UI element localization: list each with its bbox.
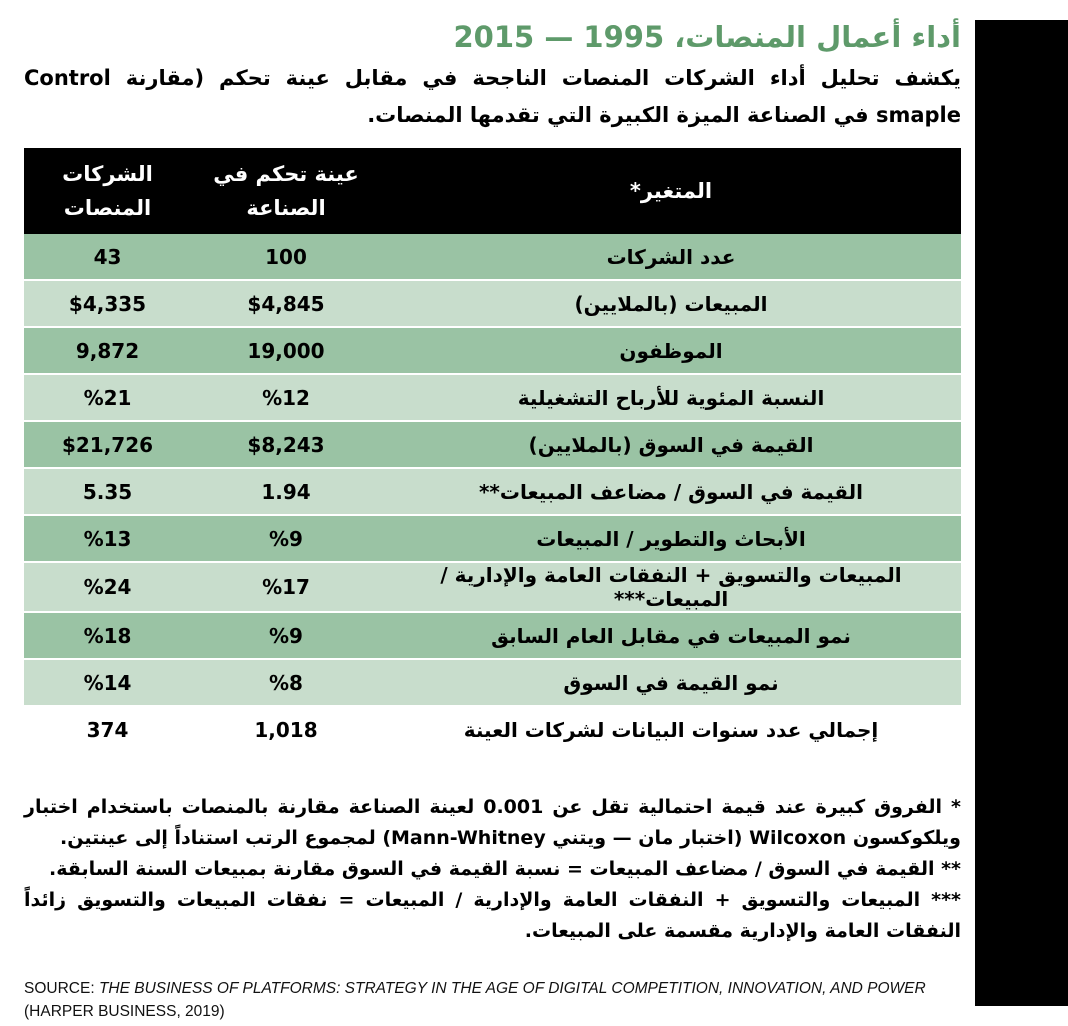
row-control-value: %9 (191, 613, 381, 660)
document-content (24, 14, 961, 1023)
row-label: القيمة في السوق (بالملايين) (381, 422, 961, 469)
row-platform-value: %13 (24, 516, 191, 563)
row-label: إجمالي عدد سنوات البيانات لشركات العينة (381, 707, 961, 752)
row-platform-value: %14 (24, 660, 191, 707)
row-control-value: 19,000 (191, 328, 381, 375)
performance-table (24, 148, 961, 752)
table-row (24, 516, 961, 563)
row-label: النسبة المئوية للأرباح التشغيلية (381, 375, 961, 422)
row-control-value: %9 (191, 516, 381, 563)
row-control-value: $8,243 (191, 422, 381, 469)
row-control-value: %17 (191, 563, 381, 613)
row-label: عدد الشركات (381, 234, 961, 281)
row-control-value: 1.94 (191, 469, 381, 516)
row-label: نمو المبيعات في مقابل العام السابق (381, 613, 961, 660)
row-platform-value: %24 (24, 563, 191, 613)
row-control-value: $4,845 (191, 281, 381, 328)
table-row (24, 375, 961, 422)
row-platform-value: 374 (24, 707, 191, 752)
side-black-bar (975, 20, 1068, 1006)
table-row (24, 469, 961, 516)
page-title: أداء أعمال المنصات، 1995 — 2015 (453, 20, 961, 54)
header-platform-companies: الشركات المنصات (24, 148, 191, 234)
header-control-sample: عينة تحكم في الصناعة (191, 148, 381, 234)
row-control-value: 100 (191, 234, 381, 281)
row-label: المبيعات (بالملايين) (381, 281, 961, 328)
row-platform-value: 5.35 (24, 469, 191, 516)
table-row (24, 563, 961, 613)
source-publisher: (HARPER BUSINESS, 2019) (24, 1003, 225, 1020)
row-control-value: %12 (191, 375, 381, 422)
table-row (24, 328, 961, 375)
row-platform-value: %18 (24, 613, 191, 660)
footnote-sga-ratio: *** المبيعات والتسويق + النفقات العامة والإدارية / المبيعات = نفقات المبيعات والتسويق زائداً النفقات العامة والإدارية مقسمة على المبيعات. (24, 889, 961, 942)
footnote-significance: * الفروق كبيرة عند قيمة احتمالية تقل عن 0.001 لعينة الصناعة مقارنة بالمنصات باستخدام اختبار ويلكوكسون Wilcoxon (اختبار مان — ويتني Mann-Whitney) لمجموع الرتب استناداً إلى عينتين. (24, 796, 961, 849)
table-row (24, 234, 961, 281)
table-row (24, 613, 961, 660)
row-platform-value: 43 (24, 234, 191, 281)
row-control-value: 1,018 (191, 707, 381, 752)
row-label: القيمة في السوق / مضاعف المبيعات** (381, 469, 961, 516)
source-prefix: SOURCE: (24, 980, 99, 997)
source-citation (24, 977, 961, 1023)
table-row (24, 281, 961, 328)
row-platform-value: $21,726 (24, 422, 191, 469)
row-label: الأبحاث والتطوير / المبيعات (381, 516, 961, 563)
row-label: نمو القيمة في السوق (381, 660, 961, 707)
row-label: المبيعات والتسويق + النفقات العامة والإدارية / المبيعات*** (381, 563, 961, 613)
header-variable: المتغير* (381, 148, 961, 234)
source-book-title: THE BUSINESS OF PLATFORMS: STRATEGY IN THE AGE OF DIGITAL COMPETITION, INNOVATION, AND POWER (98, 980, 926, 997)
page-subtitle: يكشف تحليل أداء الشركات المنصات الناجحة في مقابل عينة تحكم (مقارنة Control smaple في الصناعة الميزة الكبيرة التي تقدمها المنصات. (24, 66, 961, 127)
row-platform-value: %21 (24, 375, 191, 422)
row-label: الموظفون (381, 328, 961, 375)
table-row-total (24, 707, 961, 752)
table-header-row (24, 148, 961, 234)
footnote-market-value-multiple: ** القيمة في السوق / مضاعف المبيعات = نسبة القيمة في السوق مقارنة بمبيعات السنة السابقة. (49, 858, 961, 880)
table-row (24, 660, 961, 707)
row-platform-value: 9,872 (24, 328, 191, 375)
row-platform-value: $4,335 (24, 281, 191, 328)
row-control-value: %8 (191, 660, 381, 707)
footnotes (24, 792, 961, 947)
table-row (24, 422, 961, 469)
